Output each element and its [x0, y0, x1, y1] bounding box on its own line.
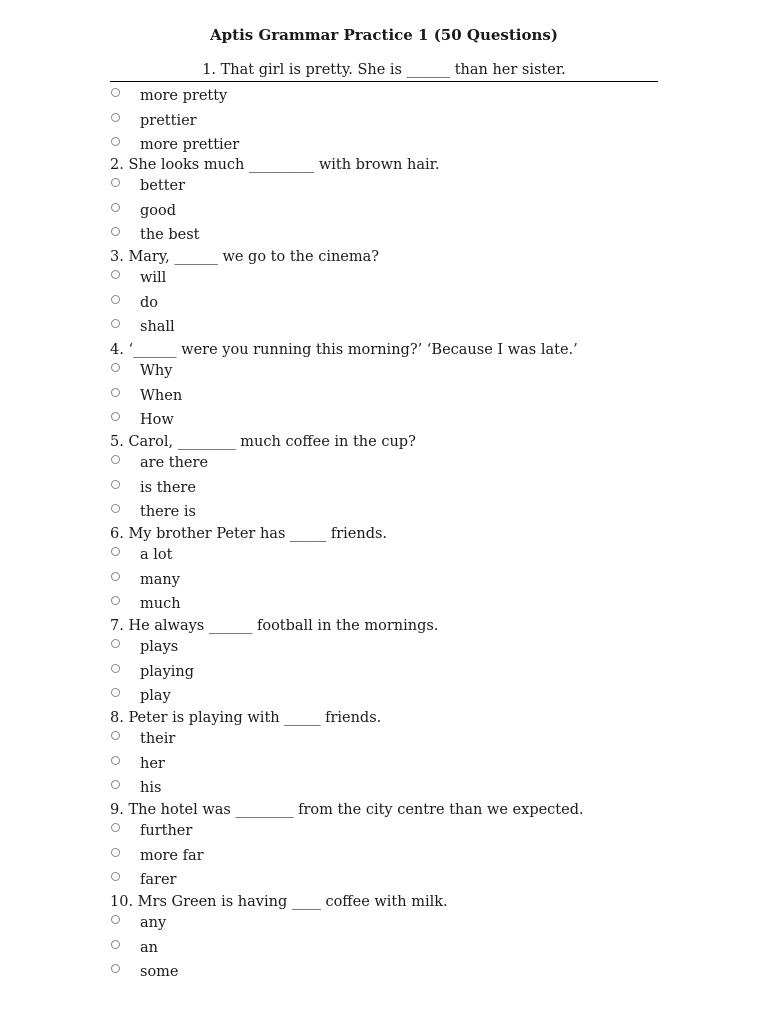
question-10-stem: 10. Mrs Green is having ____ coffee with milk.	[110, 894, 448, 910]
question-4	[110, 342, 710, 433]
option-10b[interactable]	[110, 936, 710, 961]
option-label: farer	[140, 872, 177, 888]
radio-button[interactable]	[111, 319, 120, 328]
option-label: do	[140, 294, 159, 311]
question-5-stem: 5. Carol, ________ much coffee in the cup?	[110, 434, 416, 450]
option-6b[interactable]	[110, 568, 710, 593]
option-label: Why	[140, 363, 173, 379]
option-label: more pretty	[140, 88, 228, 104]
question-1-options	[110, 84, 710, 158]
radio-button[interactable]	[111, 915, 120, 924]
option-label: their	[140, 731, 176, 747]
question-6	[110, 526, 710, 617]
option-label: plays	[140, 639, 179, 655]
option-label: prettier	[140, 112, 197, 129]
option-1b[interactable]	[110, 109, 710, 134]
option-10c[interactable]	[110, 960, 710, 985]
option-label: is there	[140, 479, 196, 496]
option-label: the best	[140, 227, 200, 243]
option-4b[interactable]	[110, 384, 710, 409]
question-2	[110, 157, 710, 248]
option-label: much	[140, 596, 181, 612]
option-label: better	[140, 178, 186, 194]
option-label: will	[140, 270, 167, 286]
option-9b[interactable]	[110, 844, 710, 869]
option-label: When	[140, 387, 183, 404]
question-9-stem: 9. The hotel was ________ from the city centre than we expected.	[110, 802, 584, 818]
radio-button[interactable]	[111, 596, 120, 605]
radio-button[interactable]	[111, 547, 120, 556]
question-6-stem: 6. My brother Peter has _____ friends.	[110, 526, 388, 542]
option-5c[interactable]	[110, 500, 710, 525]
option-label: there is	[140, 504, 196, 520]
option-1c[interactable]	[110, 133, 710, 158]
radio-button[interactable]	[111, 388, 120, 397]
radio-button[interactable]	[111, 412, 120, 421]
question-2-stem: 2. She looks much _________ with brown hair.	[110, 157, 440, 173]
radio-button[interactable]	[111, 731, 120, 740]
radio-button[interactable]	[111, 572, 120, 581]
option-5a[interactable]	[110, 451, 710, 476]
question-7	[110, 618, 710, 709]
option-label: her	[140, 755, 165, 772]
question-3	[110, 249, 710, 340]
radio-button[interactable]	[111, 113, 120, 122]
radio-button[interactable]	[111, 455, 120, 464]
radio-button[interactable]	[111, 295, 120, 304]
radio-button[interactable]	[111, 688, 120, 697]
option-8c[interactable]	[110, 776, 710, 801]
question-3-stem: 3. Mary, ______ we go to the cinema?	[110, 249, 380, 265]
option-3c[interactable]	[110, 315, 710, 340]
radio-button[interactable]	[111, 964, 120, 973]
option-2c[interactable]	[110, 223, 710, 248]
option-label: playing	[140, 663, 195, 680]
radio-button[interactable]	[111, 137, 120, 146]
option-7c[interactable]	[110, 684, 710, 709]
option-4c[interactable]	[110, 408, 710, 433]
option-10a[interactable]	[110, 911, 710, 936]
option-7a[interactable]	[110, 635, 710, 660]
document-title: Aptis Grammar Practice 1 (50 Questions)	[210, 26, 558, 44]
option-label: further	[140, 823, 193, 839]
question-1-stem: 1. That girl is pretty. She is ______ than her sister.	[110, 60, 658, 82]
option-label: any	[140, 915, 167, 931]
option-8a[interactable]	[110, 727, 710, 752]
option-8b[interactable]	[110, 752, 710, 777]
option-9c[interactable]	[110, 868, 710, 893]
radio-button[interactable]	[111, 823, 120, 832]
question-4-stem: 4. ‘______ were you running this morning?’ ‘Because I was late.’	[110, 342, 578, 358]
question-10	[110, 894, 710, 985]
radio-button[interactable]	[111, 848, 120, 857]
option-label: a lot	[140, 547, 173, 563]
option-label: more prettier	[140, 137, 240, 153]
option-2b[interactable]	[110, 199, 710, 224]
question-9	[110, 802, 710, 893]
question-7-stem: 7. He always ______ football in the mornings.	[110, 618, 439, 634]
question-5	[110, 434, 710, 525]
option-6c[interactable]	[110, 592, 710, 617]
option-1a[interactable]	[110, 84, 710, 109]
question-8	[110, 710, 710, 801]
radio-button[interactable]	[111, 178, 120, 187]
radio-button[interactable]	[111, 203, 120, 212]
option-label: more far	[140, 847, 204, 864]
option-label: an	[140, 939, 158, 956]
radio-button[interactable]	[111, 664, 120, 673]
radio-button[interactable]	[111, 940, 120, 949]
option-6a[interactable]	[110, 543, 710, 568]
option-label: shall	[140, 319, 175, 335]
option-3b[interactable]	[110, 291, 710, 316]
option-2a[interactable]	[110, 174, 710, 199]
radio-button[interactable]	[111, 227, 120, 236]
option-5b[interactable]	[110, 476, 710, 501]
radio-button[interactable]	[111, 270, 120, 279]
option-label: How	[140, 412, 174, 428]
radio-button[interactable]	[111, 872, 120, 881]
question-8-stem: 8. Peter is playing with _____ friends.	[110, 710, 382, 726]
option-3a[interactable]	[110, 266, 710, 291]
radio-button[interactable]	[111, 756, 120, 765]
option-9a[interactable]	[110, 819, 710, 844]
radio-button[interactable]	[111, 780, 120, 789]
option-label: some	[140, 964, 179, 980]
option-7b[interactable]	[110, 660, 710, 685]
option-4a[interactable]	[110, 359, 710, 384]
radio-button[interactable]	[111, 504, 120, 513]
option-label: many	[140, 571, 180, 588]
option-label: are there	[140, 455, 209, 471]
radio-button[interactable]	[111, 639, 120, 648]
option-label: play	[140, 688, 171, 704]
radio-button[interactable]	[111, 88, 120, 97]
radio-button[interactable]	[111, 480, 120, 489]
option-label: good	[140, 202, 177, 219]
radio-button[interactable]	[111, 363, 120, 372]
option-label: his	[140, 780, 162, 796]
